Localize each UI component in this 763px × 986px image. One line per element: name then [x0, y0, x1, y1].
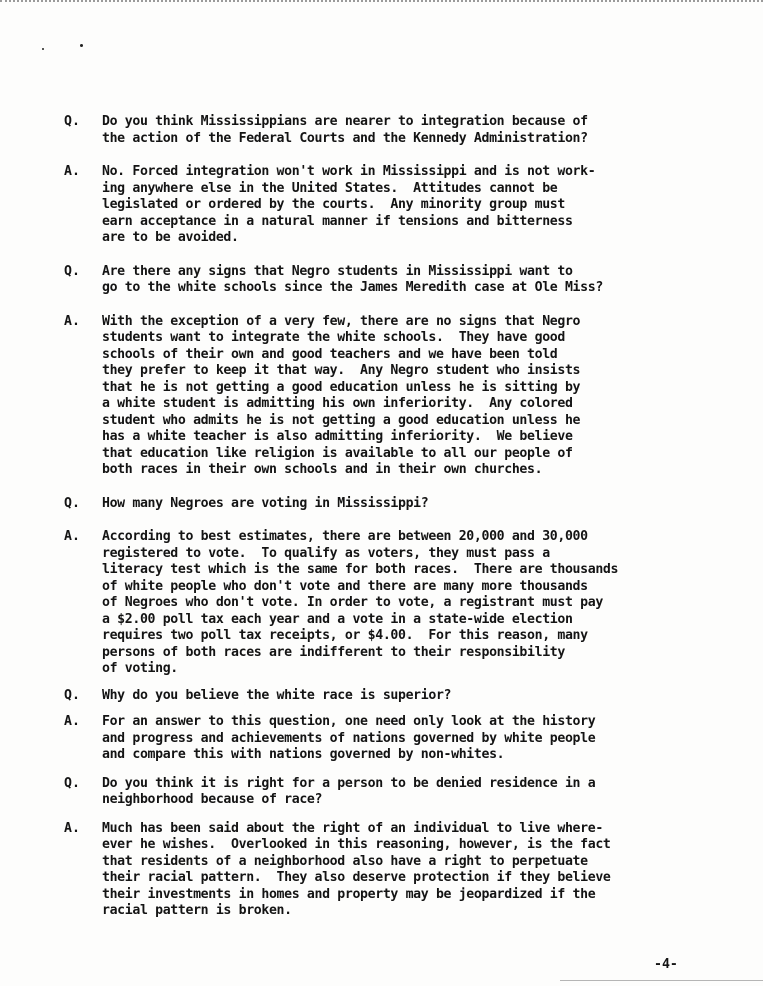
answer-block	[64, 529, 724, 678]
question-text: Why do you believe the white race is superior?	[102, 687, 452, 703]
question-label: Q.	[64, 775, 80, 791]
answer-label: A.	[64, 164, 80, 179]
question-text: How many Negroes are voting in Mississippi?	[102, 495, 429, 511]
answer-block	[64, 821, 724, 920]
question-text: Do you think Mississippians are nearer to integration because of the action of the Federal Courts and the Kennedy Administration?	[102, 114, 588, 146]
question-text: Do you think it is right for a person to be denied residence in a neighborhood because of race?	[102, 775, 596, 807]
question-block	[64, 496, 724, 513]
bottom-edge-line	[560, 980, 763, 982]
question-block	[64, 114, 724, 147]
answer-label: A.	[64, 820, 80, 836]
question-label: Q.	[64, 687, 80, 703]
ink-speck	[42, 48, 44, 50]
answer-block	[64, 164, 724, 247]
answer-block	[64, 714, 724, 764]
answer-text: For an answer to this question, one need only look at the history and progress and achievements of nations governed by white people and compare this with nations governed by non-whites.	[102, 714, 596, 762]
qa-content	[64, 114, 724, 920]
answer-text: No. Forced integration won't work in Mississippi and is not work- ing anywhere else in the United States. Attitudes cannot be legislated or ordered by the courts. Any minority group must earn acceptance in a natural manner if tensions and bitterness are to be avoided.	[102, 164, 596, 245]
answer-text: With the exception of a very few, there are no signs that Negro students want to integrate the white schools. They have good schools of their own and good teachers and we have been told they prefer to keep it that way. Any Negro student who insists that he is not getting a good education unless he is sitting by a white student is admitting his own inferiority. Any colored student who admits he is not getting a good education unless he has a white teacher is also admitting inferiority. We believe that education like religion is available to all our people of both races in their own schools and in their own churches.	[102, 313, 581, 477]
question-block	[64, 264, 724, 297]
answer-block	[64, 314, 724, 479]
question-label: Q.	[64, 495, 80, 511]
question-label: Q.	[64, 263, 80, 279]
answer-text: Much has been said about the right of an individual to live where- ever he wishes. Overlooked in this reasoning, however, is the fact that residents of a neighborhood also have a right to perpetuate their racial pattern. They also deserve protection if they believe their investments in homes and property may be jeopardized if the racial pattern is broken.	[102, 820, 611, 918]
top-edge-perforation	[0, 0, 763, 6]
question-text: Are there any signs that Negro students in Mississippi want to go to the white schools since the James Meredith case at Ole Miss?	[102, 263, 603, 295]
question-label: Q.	[64, 114, 80, 129]
answer-label: A.	[64, 529, 80, 544]
page-number: -4-	[654, 957, 678, 972]
question-block	[64, 776, 724, 809]
question-block	[64, 688, 724, 705]
answer-label: A.	[64, 714, 80, 729]
ink-speck	[80, 44, 83, 47]
answer-label: A.	[64, 313, 80, 329]
answer-text: According to best estimates, there are between 20,000 and 30,000 registered to vote. To qualify as voters, they must pass a literacy test which is the same for both races. There are thousands of white people who don't vote and there are many more thousands of Negroes who don't vote. In order to vote, a registrant must pay a $2.00 poll tax each year and a vote in a state-wide election requires two poll tax receipts, or $4.00. For this reason, many persons of both races are indifferent to their responsibility of voting.	[102, 529, 619, 676]
